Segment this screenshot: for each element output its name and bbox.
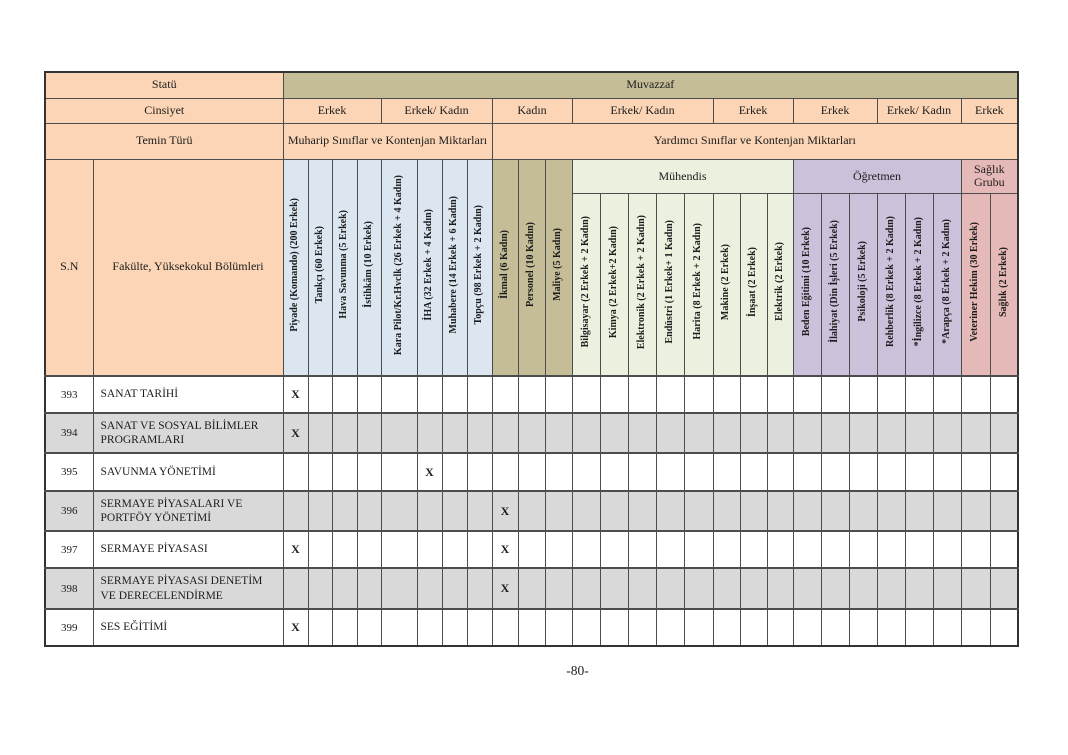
row-cinsiyet — [45, 98, 1018, 123]
department-name: SAVUNMA YÖNETİMİ — [93, 453, 283, 491]
cinsiyet-group: Erkek — [283, 98, 381, 123]
column-label: Elektrik (2 Erkek) — [773, 242, 785, 322]
column-header — [793, 193, 821, 376]
cinsiyet-header: Cinsiyet — [45, 98, 283, 123]
column-label: Muhabere (14 Erkek + 6 Kadın) — [448, 196, 460, 334]
cinsiyet-group: Erkek — [961, 98, 1018, 123]
row-temin-turu — [45, 123, 1018, 159]
column-label: Hava Savunma (5 Erkek) — [338, 210, 350, 320]
sn-column-header: S.N — [45, 159, 93, 376]
fakulte-column-header: Fakülte, Yüksekokul Bölümleri — [93, 159, 283, 376]
column-header — [332, 159, 357, 376]
column-header — [713, 193, 740, 376]
column-label: Sağlık (2 Erkek) — [997, 246, 1009, 317]
column-label: İstihkâm (10 Erkek) — [362, 221, 374, 309]
column-header — [933, 193, 961, 376]
department-name: SERMAYE PİYASASI DENETİM VE DERECELENDİRME — [93, 568, 283, 609]
department-name: SES EĞİTİMİ — [93, 609, 283, 646]
column-label: *Arapça (8 Erkek + 2 Kadın) — [940, 219, 952, 345]
column-label: Topçu (98 Erkek + 2 Kadın) — [473, 204, 485, 325]
row-number: 399 — [45, 609, 93, 646]
saglik-group-header: Sağlık Grubu — [961, 159, 1018, 193]
row-number: 394 — [45, 413, 93, 453]
column-header — [905, 193, 933, 376]
column-header — [417, 159, 442, 376]
table-row — [45, 413, 1018, 453]
page-number: -80- — [566, 663, 589, 678]
quota-mark: X — [283, 376, 308, 413]
table-row — [45, 568, 1018, 609]
department-name: SERMAYE PİYASASI — [93, 531, 283, 568]
department-name: SERMAYE PİYASALARI VE PORTFÖY YÖNETİMİ — [93, 491, 283, 531]
muhendis-group-header: Mühendis — [572, 159, 793, 193]
column-label: İlahiyat (Din İşleri (5 Erkek) — [828, 220, 840, 344]
column-label: Tankçı (60 Erkek) — [313, 226, 325, 304]
table-row — [45, 491, 1018, 531]
quota-mark: X — [492, 531, 518, 568]
column-header — [600, 193, 628, 376]
column-label: İkmal (6 Kadın) — [498, 230, 510, 300]
muvazzaf-header: Muvazzaf — [283, 72, 1018, 98]
quota-mark: X — [492, 568, 518, 609]
column-label: Piyade (Komando) (200 Erkek) — [289, 197, 301, 332]
column-header — [821, 193, 849, 376]
department-name: SANAT TARİHİ — [93, 376, 283, 413]
table-row — [45, 376, 1018, 413]
column-label: Rehberlik (8 Erkek + 2 Kadın) — [884, 216, 896, 348]
column-label: Makine (2 Erkek) — [720, 243, 732, 320]
department-name: SANAT VE SOSYAL BİLİMLER PROGRAMLARI — [93, 413, 283, 453]
cinsiyet-group: Erkek — [713, 98, 793, 123]
table-row — [45, 453, 1018, 491]
table-row — [45, 531, 1018, 568]
column-label: Endüstri (1 Erkek+ 1 Kadın) — [663, 219, 675, 344]
quota-mark: X — [283, 609, 308, 646]
column-label: Beden Eğitimi (10 Erkek) — [800, 227, 812, 337]
column-header — [467, 159, 492, 376]
column-label: Veteriner Hekim (30 Erkek) — [969, 221, 981, 342]
column-header — [357, 159, 381, 376]
cinsiyet-group: Erkek/ Kadın — [381, 98, 492, 123]
column-header — [572, 193, 600, 376]
kontenjan-table — [44, 71, 1019, 647]
column-header — [656, 193, 684, 376]
cinsiyet-group: Erkek — [793, 98, 877, 123]
column-label: Kara Pilot/Kr.Hvclk (26 Erkek + 4 Kadın) — [392, 174, 404, 355]
column-header — [381, 159, 417, 376]
column-label: Elektronik (2 Erkek + 2 Kadın) — [635, 214, 647, 349]
column-label: Bilgisayar (2 Erkek + 2 Kadın) — [579, 216, 591, 348]
quota-mark: X — [283, 413, 308, 453]
column-header — [442, 159, 467, 376]
column-header — [628, 193, 656, 376]
column-label: İnşaat (2 Erkek) — [747, 246, 759, 317]
column-label: Personel (10 Kadın) — [525, 222, 537, 308]
row-number: 393 — [45, 376, 93, 413]
cinsiyet-group: Erkek/ Kadın — [572, 98, 713, 123]
column-label: Psikoloji (5 Erkek) — [856, 241, 868, 323]
row-statu — [45, 72, 1018, 98]
column-header — [308, 159, 332, 376]
row-number: 397 — [45, 531, 93, 568]
column-header — [283, 159, 308, 376]
cinsiyet-group: Kadın — [492, 98, 572, 123]
ogretmen-group-header: Öğretmen — [793, 159, 961, 193]
yardimci-title: Yardımcı Sınıflar ve Kontenjan Miktarları — [492, 123, 1018, 159]
column-label: Maliye (5 Kadın) — [552, 228, 564, 302]
row-number: 395 — [45, 453, 93, 491]
quota-mark: X — [417, 453, 442, 491]
column-header — [849, 193, 877, 376]
muharip-title: Muharip Sınıflar ve Kontenjan Miktarları — [283, 123, 492, 159]
temin-header: Temin Türü — [45, 123, 283, 159]
quota-mark: X — [283, 531, 308, 568]
column-header — [961, 193, 990, 376]
table-row — [45, 609, 1018, 646]
column-header — [767, 193, 793, 376]
row-number: 398 — [45, 568, 93, 609]
column-label: Kimya (2 Erkek+2 Kadın) — [607, 225, 619, 338]
column-header — [492, 159, 518, 376]
column-header — [990, 193, 1018, 376]
row-number: 396 — [45, 491, 93, 531]
column-header — [877, 193, 905, 376]
column-label: İHA (32 Erkek + 4 Kadın) — [423, 208, 435, 321]
row-class-groups — [45, 159, 1018, 193]
cinsiyet-group: Erkek/ Kadın — [877, 98, 961, 123]
column-label: Harita (8 Erkek + 2 Kadın) — [692, 223, 704, 341]
column-header — [740, 193, 767, 376]
column-header — [684, 193, 713, 376]
statu-header: Statü — [45, 72, 283, 98]
column-header — [545, 159, 572, 376]
column-header — [518, 159, 545, 376]
column-label: *İngilizce (8 Erkek + 2 Kadın) — [912, 217, 924, 347]
quota-mark: X — [492, 491, 518, 531]
